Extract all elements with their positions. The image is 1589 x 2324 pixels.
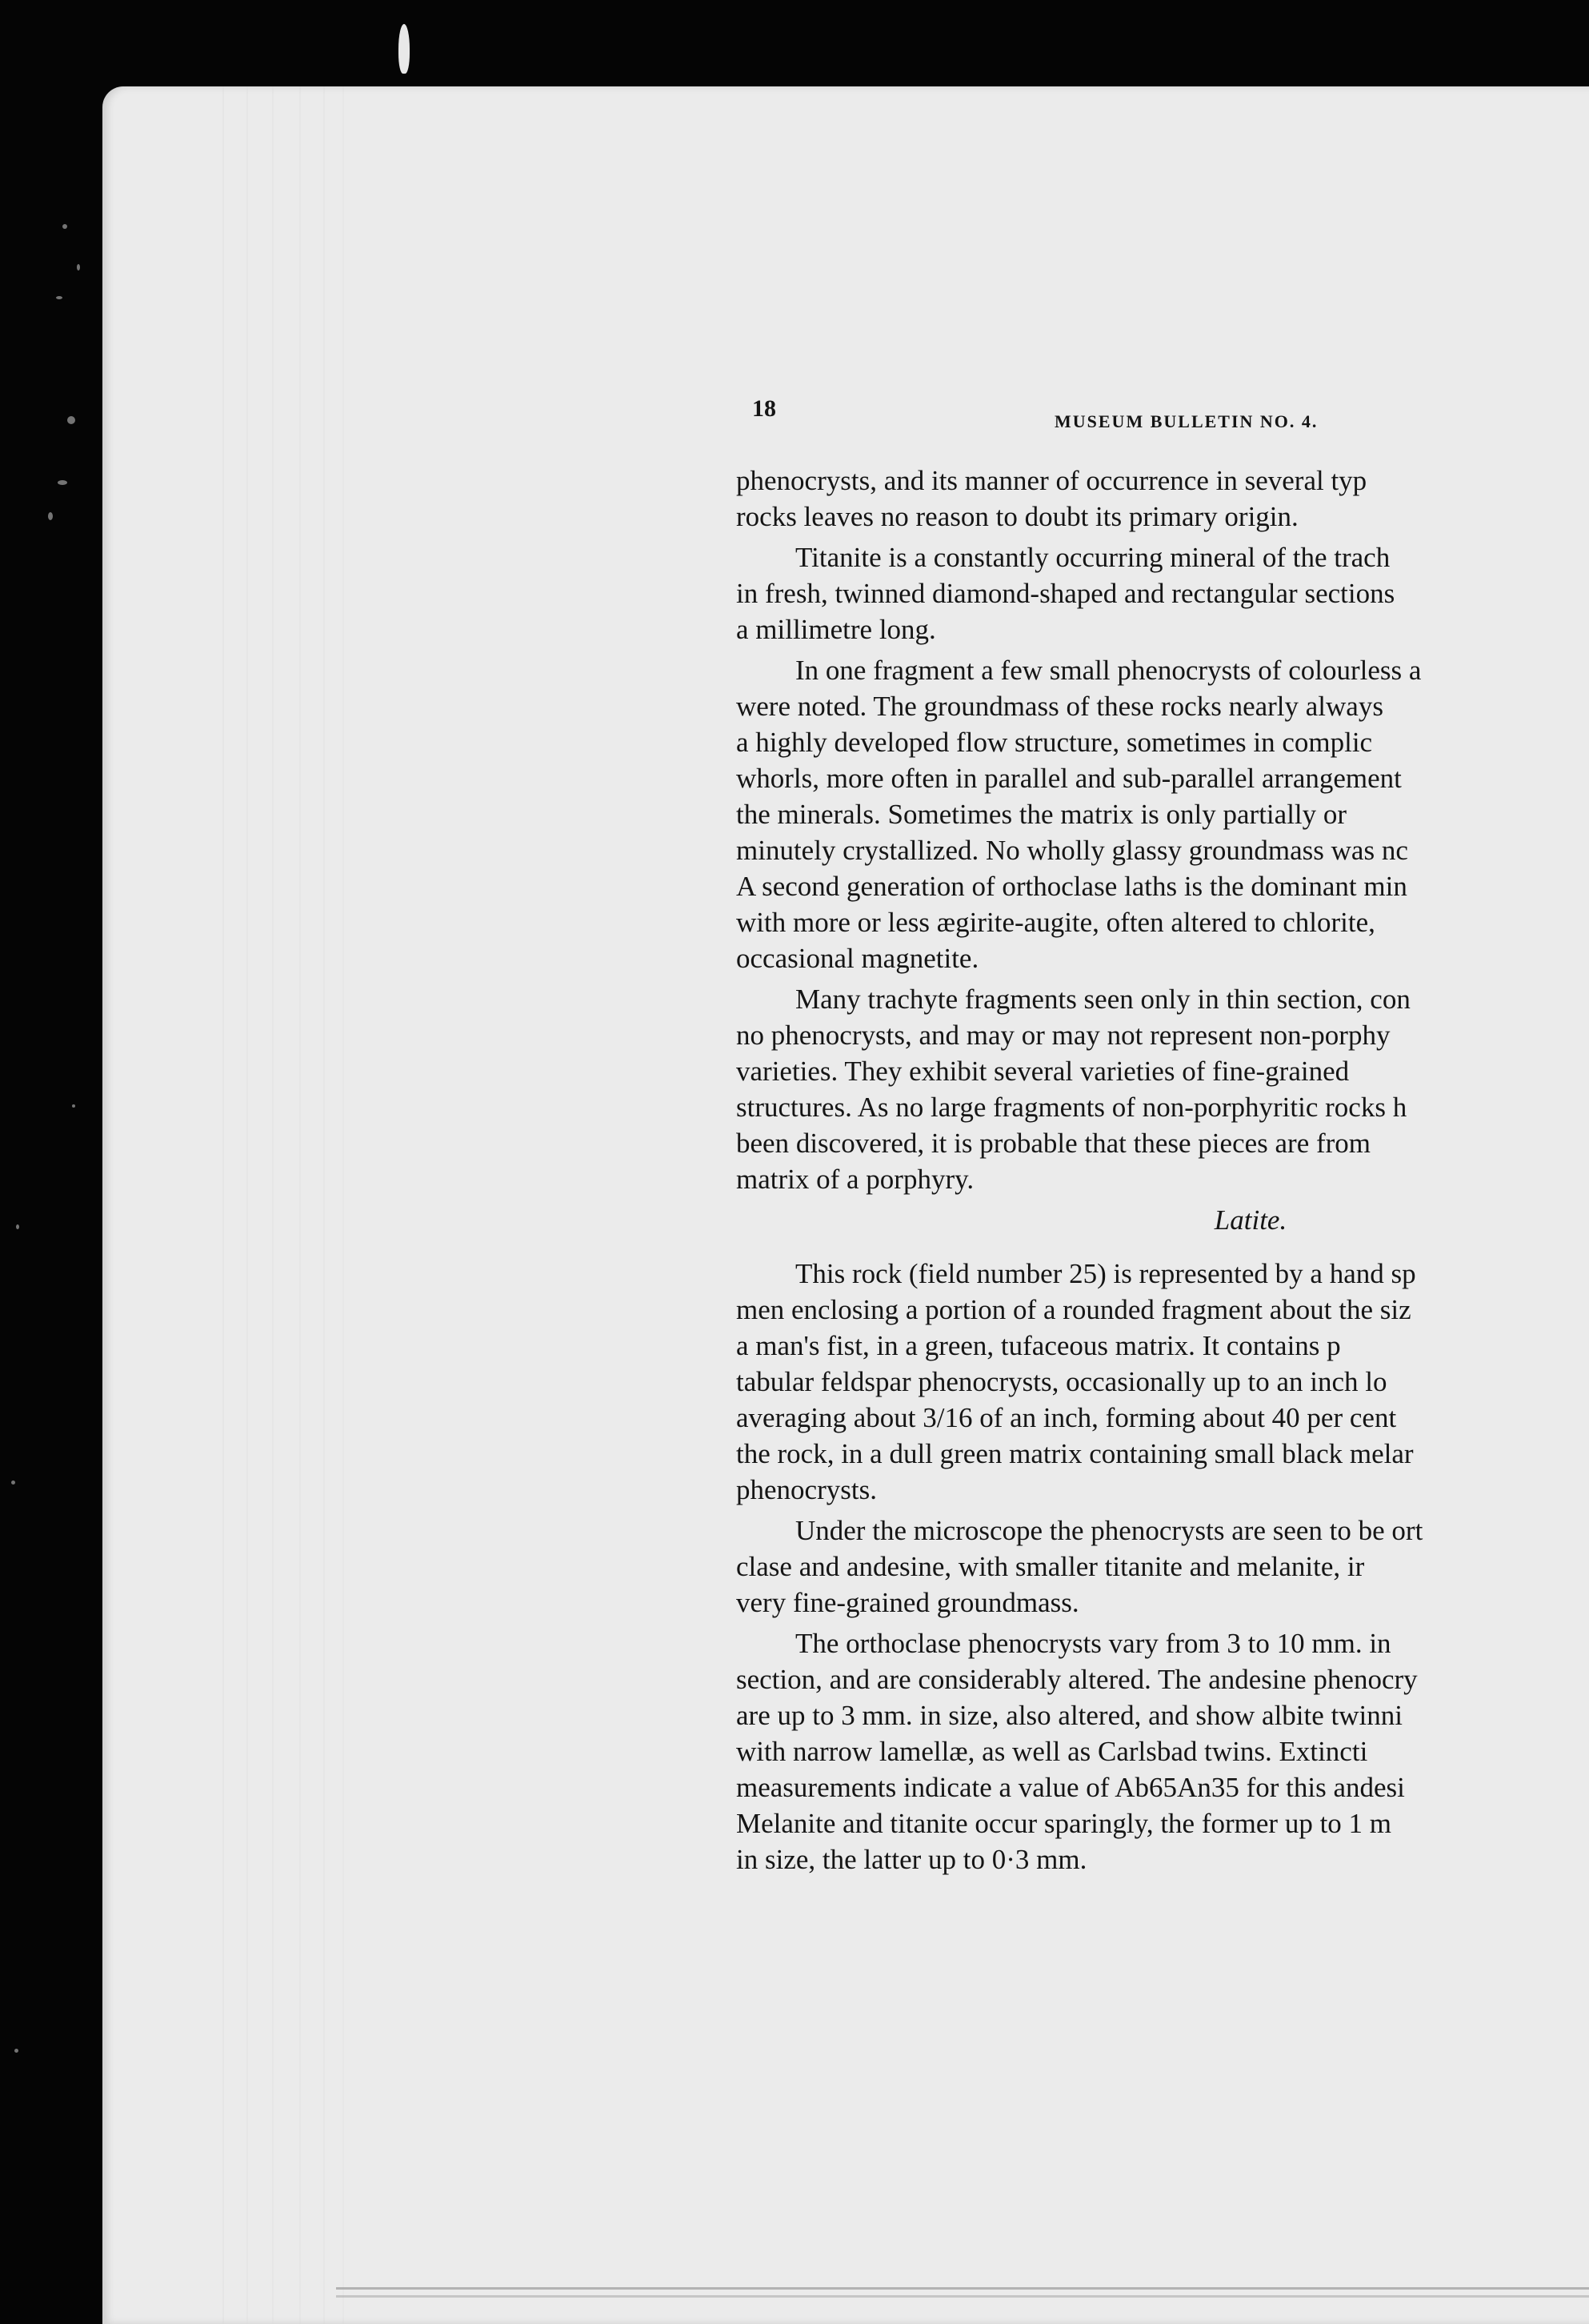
text-line: occasional magnetite. <box>736 943 979 974</box>
text-line: In one fragment a few small phenocrysts of colourless a <box>795 655 1422 686</box>
margin-speck <box>11 1481 15 1485</box>
text-line: structures. As no large fragments of non-porphyritic rocks h <box>736 1092 1407 1123</box>
text-line: were noted. The groundmass of these rocks nearly always <box>736 691 1383 722</box>
page-bottom-edge <box>336 2287 1589 2290</box>
margin-speck <box>77 264 80 270</box>
text-line: Melanite and titanite occur sparingly, the former up to 1 m <box>736 1808 1392 1839</box>
page-edge-line <box>272 86 274 2324</box>
page-tab-mark <box>398 24 410 74</box>
section-heading: Latite. <box>1214 1204 1287 1236</box>
text-line: the minerals. Sometimes the matrix is only partially or <box>736 799 1347 830</box>
text-line: rocks leaves no reason to doubt its primary origin. <box>736 501 1299 532</box>
text-line: with more or less ægirite-augite, often altered to chlorite, <box>736 907 1375 938</box>
text-line: with narrow lamellæ, as well as Carlsbad twins. Extincti <box>736 1736 1368 1767</box>
text-line: Titanite is a constantly occurring mineral of the trach <box>795 542 1391 573</box>
body-text <box>736 463 1589 1877</box>
text-line: A second generation of orthoclase laths is the dominant min <box>736 871 1407 902</box>
text-line: varieties. They exhibit several varieties of fine-grained <box>736 1056 1350 1087</box>
margin-speck <box>48 512 53 520</box>
text-line: Under the microscope the phenocrysts are seen to be ort <box>795 1515 1423 1546</box>
text-line: section, and are considerably altered. The andesine phenocry <box>736 1664 1418 1695</box>
margin-speck <box>58 480 67 485</box>
running-head: MUSEUM BULLETIN NO. 4. <box>1055 411 1319 431</box>
text-line: minutely crystallized. No wholly glassy groundmass was nc <box>736 835 1408 866</box>
margin-speck <box>16 1224 19 1229</box>
text-line: the rock, in a dull green matrix containing small black melar <box>736 1438 1414 1469</box>
text-line: The orthoclase phenocrysts vary from 3 to 10 mm. in <box>795 1628 1391 1659</box>
page-bottom-edge <box>336 2295 1589 2298</box>
text-line: men enclosing a portion of a rounded fragment about the siz <box>736 1294 1411 1325</box>
text-line: a man's fist, in a green, tufaceous matrix. It contains p <box>736 1330 1341 1361</box>
text-line: matrix of a porphyry. <box>736 1164 975 1195</box>
page-number: 18 <box>752 395 776 422</box>
text-line: whorls, more often in parallel and sub-parallel arrangement <box>736 763 1402 794</box>
text-line: are up to 3 mm. in size, also altered, and show albite twinni <box>736 1700 1403 1731</box>
page-edge-line <box>246 86 248 2324</box>
page-edge-line <box>222 86 224 2324</box>
margin-speck <box>72 1104 75 1108</box>
margin-speck <box>56 296 62 299</box>
text-line: very fine-grained groundmass. <box>736 1587 1079 1618</box>
text-line: This rock (field number 25) is represented by a hand sp <box>795 1258 1416 1289</box>
text-line: phenocrysts. <box>736 1474 877 1505</box>
text-line: tabular feldspar phenocrysts, occasionally up to an inch lo <box>736 1366 1387 1397</box>
margin-speck <box>67 416 75 424</box>
text-line: clase and andesine, with smaller titanite and melanite, ir <box>736 1551 1365 1582</box>
text-line: a millimetre long. <box>736 614 936 645</box>
page-edge-line <box>323 86 325 2324</box>
text-line: been discovered, it is probable that these pieces are from <box>736 1128 1371 1159</box>
text-line: averaging about 3/16 of an inch, forming about 40 per cent <box>736 1402 1397 1433</box>
text-line: in fresh, twinned diamond-shaped and rectangular sections <box>736 578 1395 609</box>
page-edge-line <box>299 86 301 2324</box>
text-line: no phenocrysts, and may or may not represent non-porphy <box>736 1020 1391 1051</box>
text-line: a highly developed flow structure, sometimes in complic <box>736 727 1373 758</box>
text-line: Many trachyte fragments seen only in thin section, con <box>795 984 1411 1015</box>
text-line: phenocrysts, and its manner of occurrence in several typ <box>736 465 1367 496</box>
text-line: in size, the latter up to 0·3 mm. <box>736 1844 1087 1875</box>
margin-speck <box>14 2049 18 2053</box>
text-line: measurements indicate a value of Ab65An35 for this andesi <box>736 1772 1405 1803</box>
margin-speck <box>62 224 67 229</box>
page-edge-line <box>342 86 344 2324</box>
